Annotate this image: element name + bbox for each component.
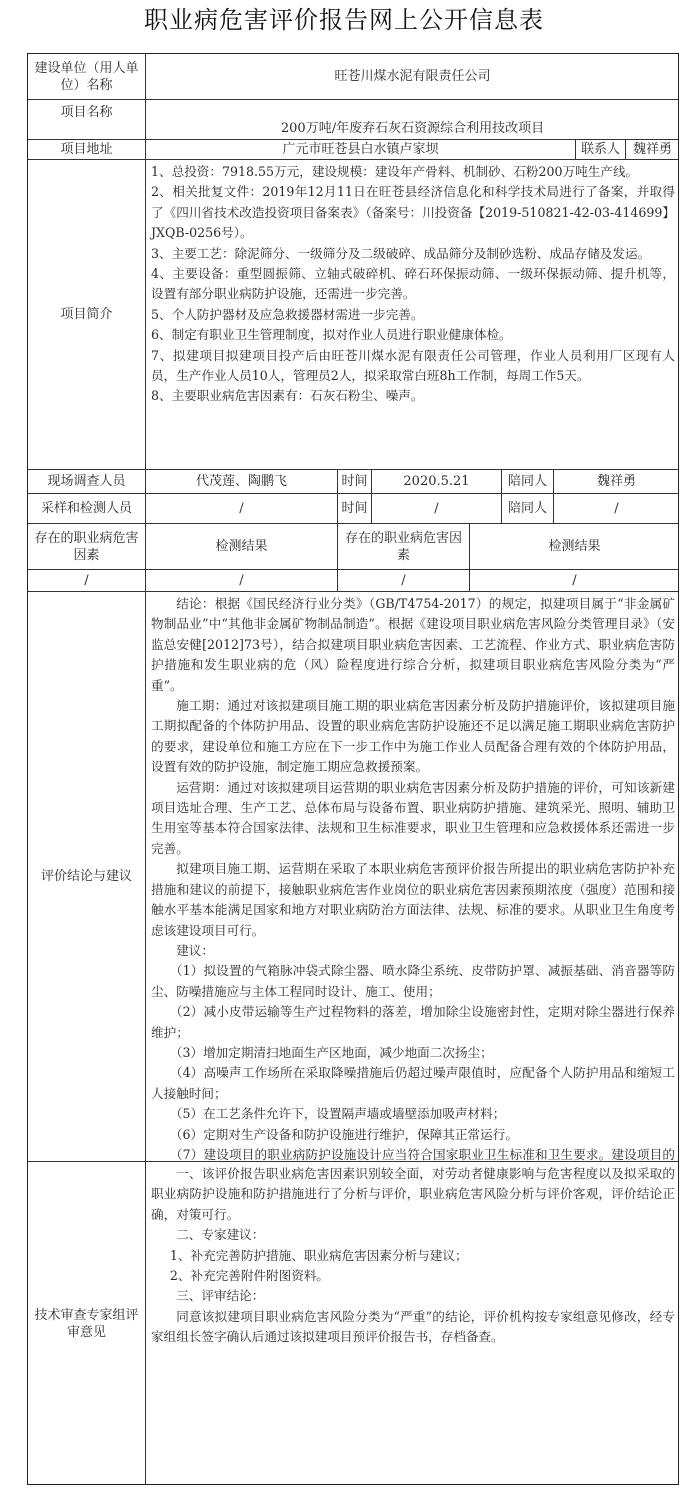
sampling-time-label: 时间 [337,493,371,523]
survey-companion-value: 魏祥勇 [553,469,679,493]
unit-value: 旺苍川煤水泥有限责任公司 [145,53,679,99]
suggestion-item: （2）减小皮带运输等生产过程物料的落差，增加除尘设施密封性，定期对除尘器进行保养维护； [151,1004,675,1040]
project-name-value: 200万吨/年废弃石灰石资源综合利用技改项目 [145,99,679,139]
result-header-1: 检测结果 [145,523,337,569]
unit-label: 建设单位（用人单位）名称 [27,53,145,99]
project-address-value: 广元市旺苍县白水镇卢家坝 [145,139,575,159]
contact-value: 魏祥勇 [625,139,679,159]
hazard-header-1: 存在的职业病危害因素 [27,523,145,569]
expert-paragraph: 同意该拟建项目职业病危害风险分类为“严重”的结论，评价机构按专家组意见修改，经专家组组长签字确认后通过该拟建项目预评价报告书，存档备查。 [151,1308,675,1345]
result-value-2: / [469,569,679,591]
suggestion-item: （1）拟设置的气箱脉冲袋式除尘器、喷水降尘系统、皮带防护罩、减振基础、消音器等防尘、防噪措施应与主体工程同时设计、施工、使用； [151,963,675,999]
intro-line: 1、总投资：7918.55万元，建设规模：建设年产骨料、机制砂、石粉200万吨生产线。 [151,164,639,179]
contact-label: 联系人 [575,139,625,159]
expert-paragraph: 2、补充完善附件附图资料。 [169,1268,330,1284]
suggestion-item: （5）在工艺条件允许下，设置隔声墙或墙壁添加吸声材料； [169,1106,506,1122]
intro-line: 3、主要工艺：除泥筛分、一级筛分及二级破碎、成品筛分及制砂选粉、成品存储及发运。 [151,245,651,261]
survey-companion-label: 陪同人 [501,469,553,493]
conclusion-text [145,591,679,1161]
suggestion-item: （6）定期对生产设备和防护设施进行维护，保障其正常运行。 [169,1126,518,1142]
conclusion-paragraph: 结论：根据《国民经济行业分类》（GB/T4754-2017）的规定，拟建项目属于“非金属矿物制品业”中“其他非金属矿物制品制造”。根据《建设项目职业病危害风险分类管理目录》（安监总安健[2012]73号），结合拟建项目职业病危害因素、工艺流程、作业方式、职业病危害防护措施和发生职业病的危（风）险程度进行综合分析，拟建项目职业病危害风险分类为“严重”。 [151,596,675,693]
intro-line: 8、主要职业病危害因素有：石灰石粉尘、噪声。 [151,388,424,404]
suggestion-item: （3）增加定期清扫地面生产区地面，减少地面二次扬尘； [169,1044,493,1060]
suggestion-item: （7）建设项目的职业病防护设施设计应当符合国家职业卫生标准和卫生要求。建设项目的 [169,1146,675,1161]
suggestion-heading: 建议： [176,942,214,958]
sampling-staff-value: / [145,493,337,523]
conclusion-paragraph: 施工期：通过对该拟建项目施工期的职业病危害因素分析及防护措施评价，该拟建项目施工期拟配备的个体防护用品、设置的职业病危害防护设施还不足以满足施工期职业病危害防护的要求，建设单位和施工方应在下一步工作中为施工作业人员配备合理有效的个体防护用品，设置有效的防护设施，制定施工期应急救援预案。 [151,698,675,775]
expert-paragraph: 1、补充完善防护措施、职业病危害因素分析与建议； [169,1247,468,1263]
project-name-label: 项目名称 [27,99,145,139]
intro-label: 项目简介 [27,159,145,469]
intro-line: 5、个人防护器材及应急救援器材需进一步完善。 [151,306,424,322]
expert-paragraph: 一、该评价报告职业病危害因素识别较全面，对劳动者健康影响与危害程度以及拟采取的职业病防护设施和防护措施进行了分析与评价，职业病危害风险分析与评价客观，评价结论正确，对策可行。 [151,1166,675,1222]
intro-text [145,159,679,469]
project-address-label: 项目地址 [27,139,145,159]
page-title: 职业病危害评价报告网上公开信息表 [144,6,544,34]
hazard-value-1: / [27,569,145,591]
result-value-1: / [145,569,337,591]
intro-line: 7、拟建项目拟建项目投产后由旺苍川煤水泥有限责任公司管理，作业人员利用厂区现有人员，生产作业人员10人，管理员2人，拟采取常白班8h工作制，每周工作5天。 [151,347,675,384]
survey-staff-label: 现场调查人员 [27,469,145,493]
survey-staff-value: 代茂莲、陶鹏飞 [145,469,337,493]
expert-text [145,1161,679,1485]
info-table [27,53,679,1485]
intro-line: 4、主要设备：重型圆振筛、立轴式破碎机、碎石环保振动筛、一级环保振动筛、提升机等，设置有部分职业病防护设施，还需进一步完善。 [151,266,675,302]
sampling-companion-value: / [553,493,679,523]
result-header-2: 检测结果 [469,523,679,569]
survey-time-label: 时间 [337,469,371,493]
conclusion-label: 评价结论与建议 [27,591,145,1161]
survey-time-value: 2020.5.21 [371,469,501,493]
conclusion-paragraph: 运营期：通过对该拟建项目运营期的职业病危害因素分析及防护措施的评价，可知该新建项目选址合理、生产工艺、总体布局与设备布置、职业病防护措施、建筑采光、照明、辅助卫生用室等基本符合国家法律、法规和卫生标准要求，职业卫生管理和应急救援体系还需进一步完善。 [151,779,675,856]
sampling-staff-label: 采样和检测人员 [27,493,145,523]
hazard-value-2: / [337,569,469,591]
sampling-companion-label: 陪同人 [501,493,553,523]
hazard-header-2: 存在的职业病危害因素 [337,523,469,569]
expert-paragraph: 三、评审结论： [176,1288,265,1304]
intro-line: 6、制定有职业卫生管理制度，拟对作业人员进行职业健康体检。 [151,327,512,343]
conclusion-paragraph: 拟建项目施工期、运营期在采取了本职业病危害预评价报告所提出的职业病危害防护补充措施和建议的前提下，接触职业病危害作业岗位的职业病危害因素预期浓度（强度）范围和接触水平基本能满足国家和地方对职业病防治方面法律、法规、标准的要求。从职业卫生角度考虑该建设项目可行。 [151,861,675,938]
sampling-time-value: / [371,493,501,523]
intro-line: 2、相关批复文件：2019年12月11日在旺苍县经济信息化和科学技术局进行了备案，并取得了《四川省技术改造投资项目备案表》（备案号：川投资备【2019-510821-42-03-414699】JXQB-0256号）。 [151,184,675,241]
suggestion-item: （4）高噪声工作场所在采取降噪措施后仍超过噪声限值时，应配备个人防护用品和缩短工人接触时间； [151,1065,675,1101]
expert-paragraph: 二、专家建议： [176,1227,265,1243]
expert-label: 技术审查专家组评审意见 [27,1161,145,1485]
